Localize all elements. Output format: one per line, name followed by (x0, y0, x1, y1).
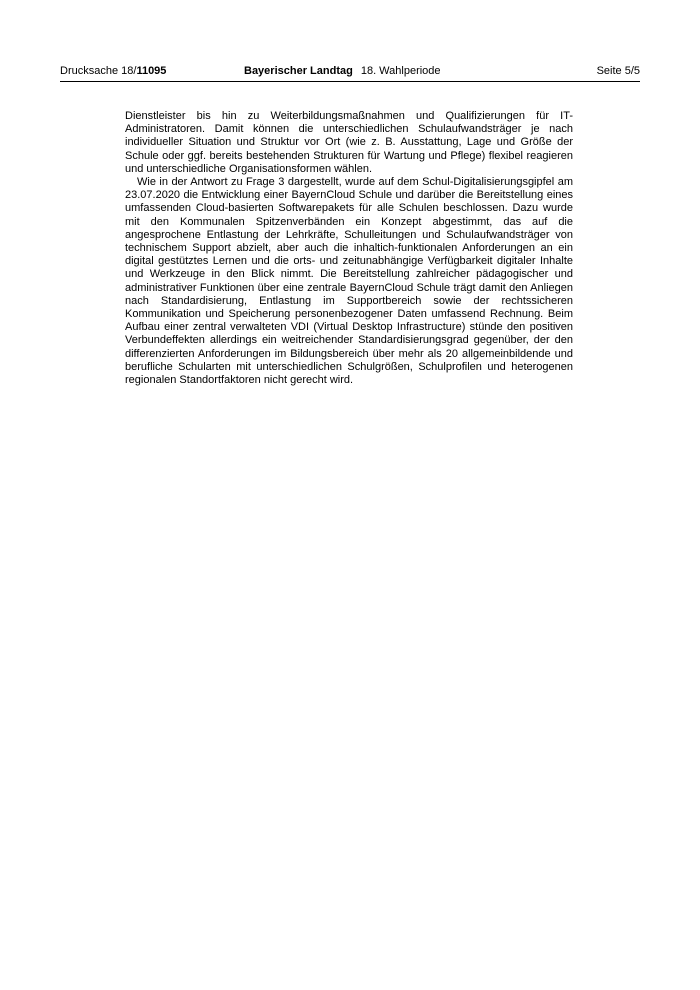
legislative-period: 18. Wahlperiode (360, 65, 441, 77)
document-number-value: 11095 (136, 65, 167, 77)
page-header (60, 64, 640, 80)
paragraph-2: Wie in der Antwort zu Frage 3 dargestellt, wurde auf dem Schul-Digitalisierungsgipfel am 23.07.2020 die Entwicklung einer BayernCloud Schule und darüber die Bereitstellung eines umfassenden Cloud-basierten Softwarepakets für alle Schulen beschlossen. Dazu wurde mit den Kommunalen Spitzenverbänden ein Konzept abgestimmt, das auf die angesprochene Entlastung der Lehrkräfte, Schulleitungen und Schulaufwandsträger von technischem Support abzielt, aber auch die inhaltich-funktionalen Anforderungen an ein digital gestütztes Lernen und die orts- und zeitunabhängige Verfügbarkeit digitaler Inhalte und Werkzeuge in den Blick nimmt. Die Bereitstellung zahlreicher pädagogischer und administrativer Funktionen über eine zentrale BayernCloud Schule trägt damit den Anliegen nach Standardisierung, Entlastung im Supportbereich sowie der rechtssicheren Kommunikation und Speicherung personenbezogener Daten umfassend Rechnung. Beim Aufbau einer zentral verwalteten VDI (Virtual Desktop Infrastructure) stünde den positiven Verbundeffekten allerdings ein weitreichender Standardisierungsgrad gegenüber, der den differenzierten Anforderungen im Bildungsbereich über mehr als 20 allgemeinbildende und berufliche Schularten mit unterschiedlichen Schulgrößen, Schulprofilen und heterogenen regionalen Standortfaktoren nicht gerecht wird. (125, 176, 573, 387)
document-number-prefix: Drucksache 18/ (60, 65, 137, 77)
header-rule (60, 81, 640, 82)
paragraph-1: Dienstleister bis hin zu Weiterbildungsmaßnahmen und Qualifizierungen für IT-Administratoren. Damit können die unterschiedlichen Schulaufwandsträger je nach individueller Situation und Struktur vor Ort (wie z. B. Ausstattung, Lage und Größe der Schule oder ggf. bereits bestehenden Strukturen für Wartung und Pflege) flexibel reagieren und unterschiedliche Organisationsformen wählen. (125, 110, 573, 175)
page-number: Seite 5/5 (596, 65, 640, 77)
document-number (60, 64, 166, 78)
body-text (125, 110, 573, 387)
parliament-name: Bayerischer Landtag (244, 65, 353, 77)
parliament-info (244, 64, 441, 78)
